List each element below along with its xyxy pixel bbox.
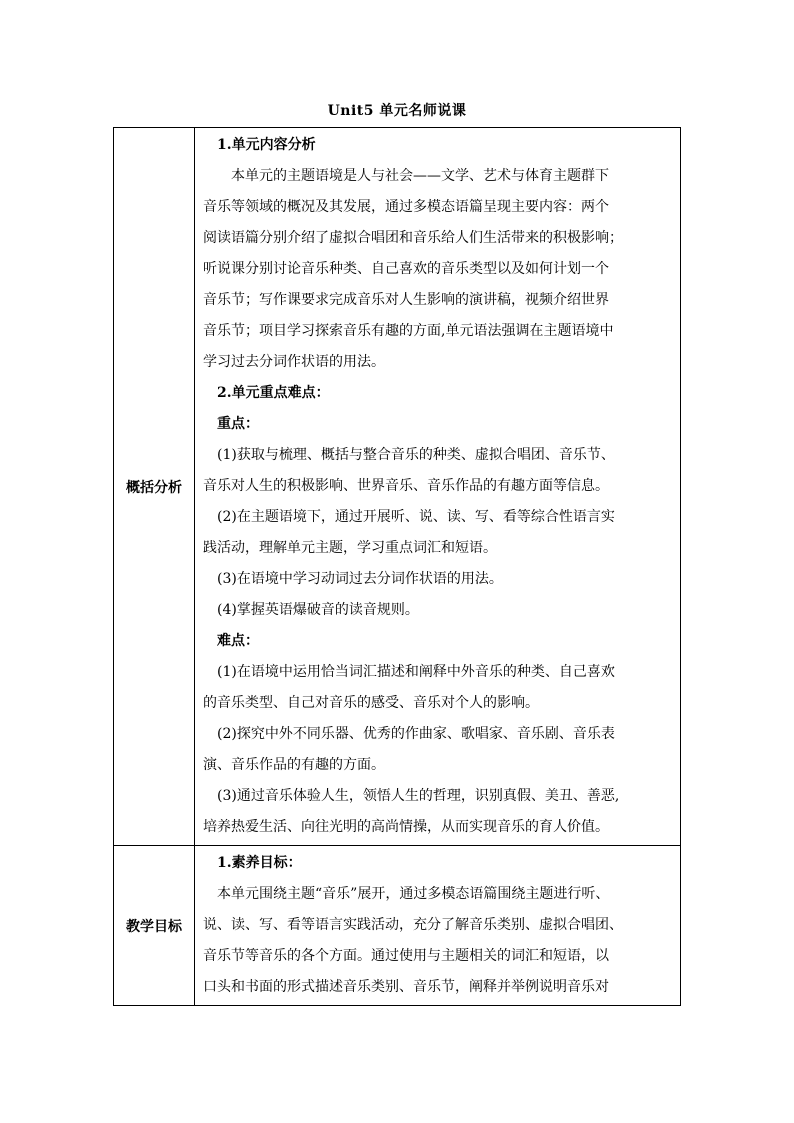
section-heading: 1.单元内容分析 — [217, 137, 316, 153]
row-label-overview: 概括分析 — [114, 128, 195, 846]
text-line: (3)通过音乐体验人生，领悟人生的哲理，识别真假、美丑、善恶, — [217, 788, 620, 804]
text-line: 音乐节；写作课要求完成音乐对人生影响的演讲稿，视频介绍世界 — [203, 292, 609, 308]
text-line: 本单元的主题语境是人与社会——文学、艺术与体育主题群下 — [231, 168, 609, 184]
text-line: (3)在语境中学习动词过去分词作状语的用法。 — [217, 571, 503, 587]
text-line: (1)在语境中运用恰当词汇描述和阐释中外音乐的种类、自己喜欢 — [217, 664, 615, 680]
text-line: 音乐节；项目学习探索音乐有趣的方面,单元语法强调在主题语境中 — [203, 323, 614, 339]
text-line: 践活动，理解单元主题，学习重点词汇和短语。 — [203, 540, 497, 556]
objectives-content — [195, 846, 681, 1006]
text-line: 本单元围绕主题“音乐”展开，通过多模态语篇围绕主题进行听、 — [217, 886, 610, 902]
text-line: 演、音乐作品的有趣的方面。 — [203, 757, 385, 773]
text-line: 口头和书面的形式描述音乐类别、音乐节，阐释并举例说明音乐对 — [203, 979, 609, 995]
text-line: 音乐等领域的概况及其发展，通过多模态语篇呈现主要内容：两个 — [203, 199, 609, 215]
text-line: 的音乐类型、自己对音乐的感受、音乐对个人的影响。 — [203, 695, 539, 711]
row-objectives — [114, 846, 681, 1006]
subheading-key: 重点： — [217, 416, 259, 432]
lesson-table — [113, 127, 681, 1006]
text-line: 培养热爱生活、向往光明的高尚情操，从而实现音乐的育人价值。 — [203, 819, 609, 835]
text-line: 学习过去分词作状语的用法。 — [203, 354, 385, 370]
row-label-objectives: 教学目标 — [114, 846, 195, 1006]
text-line: (1)获取与梳理、概括与整合音乐的种类、虚拟合唱团、音乐节、 — [217, 447, 615, 463]
text-line: (2)在主题语境下，通过开展听、说、读、写、看等综合性语言实 — [217, 509, 615, 525]
overview-content — [195, 128, 681, 846]
text-line: 说、读、写、看等语言实践活动，充分了解音乐类别、虚拟合唱团、 — [203, 917, 623, 933]
text-line: 音乐对人生的积极影响、世界音乐、音乐作品的有趣方面等信息。 — [203, 478, 609, 494]
page-title: Unit5 单元名师说课 — [327, 103, 467, 119]
text-line: (4)掌握英语爆破音的读音规则。 — [217, 602, 419, 618]
text-line: (2)探究中外不同乐器、优秀的作曲家、歌唱家、音乐剧、音乐表 — [217, 726, 615, 742]
text-line: 听说课分别讨论音乐种类、自己喜欢的音乐类型以及如何计划一个 — [203, 261, 609, 277]
subheading-difficult: 难点： — [217, 633, 259, 649]
text-line: 音乐节等音乐的各个方面。通过使用与主题相关的词汇和短语，以 — [203, 948, 609, 964]
text-line: 阅读语篇分别介绍了虚拟合唱团和音乐给人们生活带来的积极影响； — [203, 230, 623, 246]
section-heading: 2.单元重点难点： — [217, 385, 330, 401]
row-overview — [114, 128, 681, 846]
section-heading: 1.素养目标： — [217, 855, 302, 871]
